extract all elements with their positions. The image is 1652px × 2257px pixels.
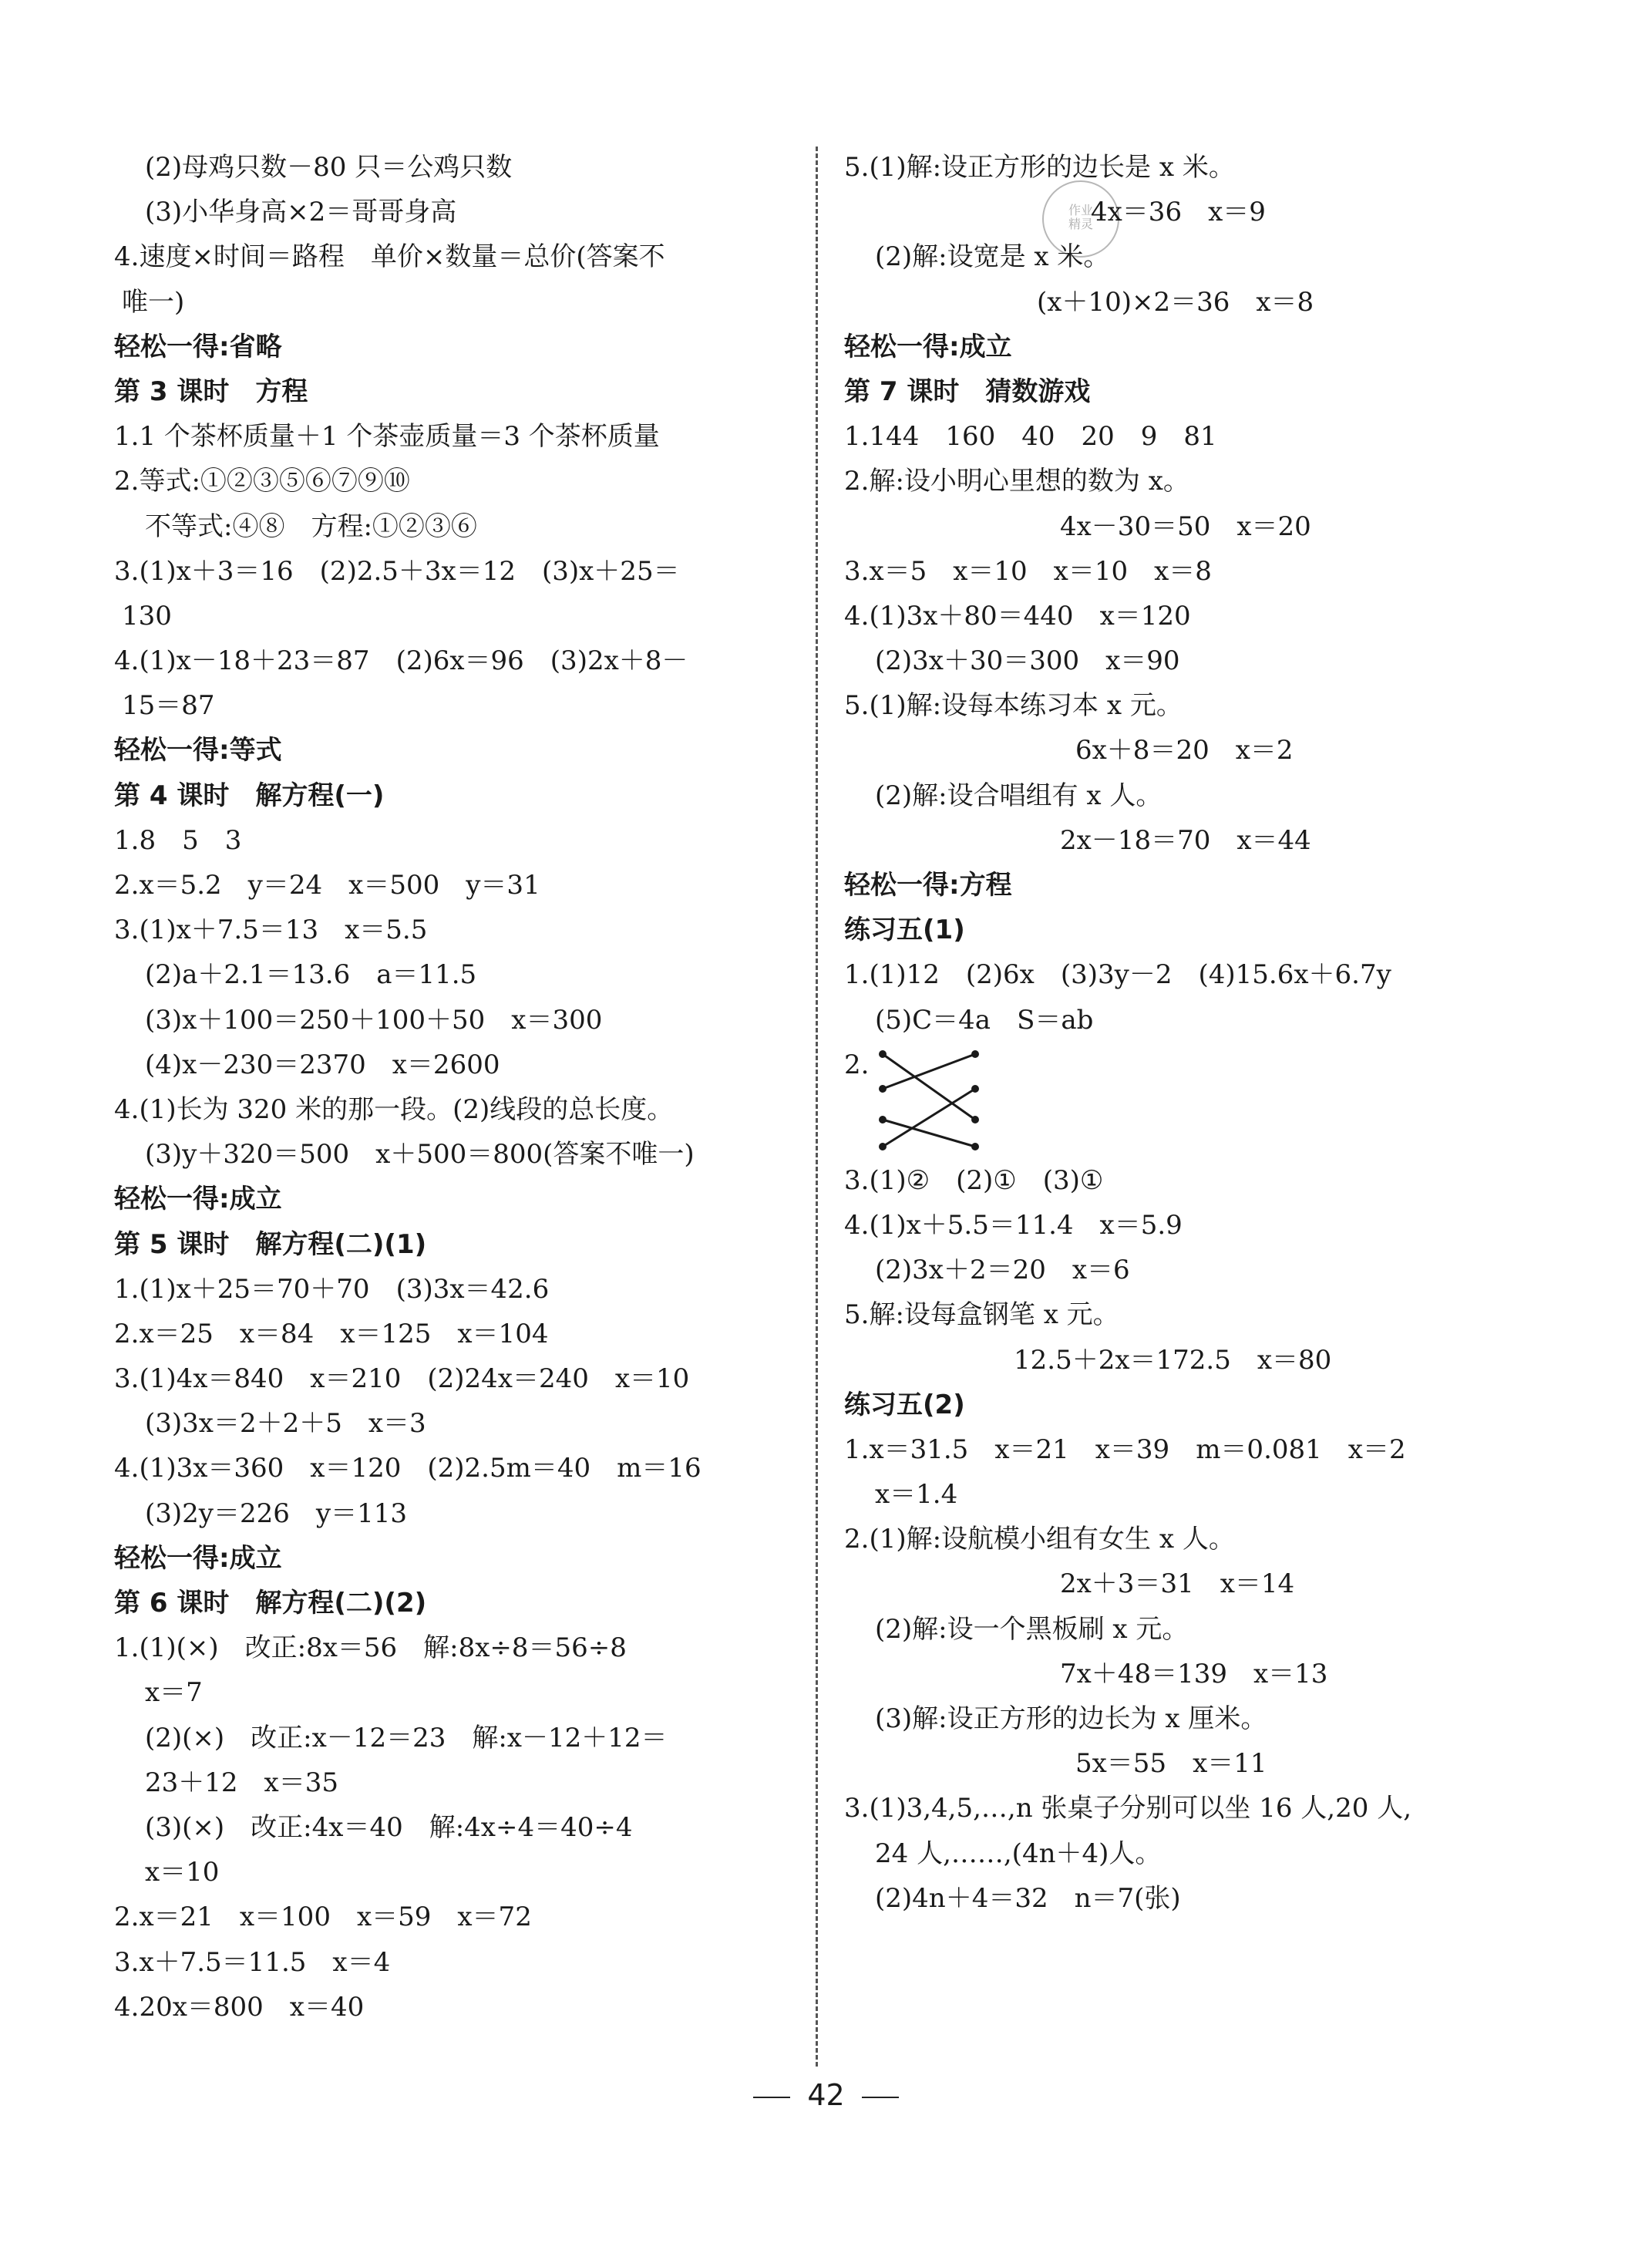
answer-line: 3.(1)4x＝840 x＝210 (2)24x＝240 x＝10 [114, 1363, 690, 1395]
answer-line: 3.(1)② (2)① (3)① [844, 1164, 1104, 1196]
answer-line: 2.x＝21 x＝100 x＝59 x＝72 [114, 1902, 532, 1933]
matching-dot [879, 1050, 887, 1058]
section-heading: 第 7 课时 猜数游戏 [844, 376, 1091, 407]
answer-line: 1.8 5 3 [114, 824, 242, 856]
section-heading: 第 3 课时 方程 [114, 376, 308, 407]
answer-line: 5.解:设每盒钢笔 x 元。 [844, 1299, 1119, 1331]
right-column [844, 145, 1538, 1921]
answer-line: (x＋10)×2＝36 x＝8 [1037, 286, 1314, 318]
section-heading: 轻松一得:省略 [114, 331, 282, 362]
answer-line: 4.速度×时间＝路程 单价×数量＝总价(答案不 [114, 241, 665, 273]
answer-line: (2)解:设宽是 x 米。 [875, 241, 1110, 273]
answer-line: 1.1 个茶杯质量＋1 个茶壶质量＝3 个茶杯质量 [114, 421, 660, 453]
watermark-stamp: 作业 精灵 [1042, 180, 1119, 258]
answer-line: 3.x＝5 x＝10 x＝10 x＝8 [844, 555, 1212, 587]
answer-line: x＝7 [145, 1677, 203, 1709]
answer-line: 15＝87 [122, 690, 215, 722]
answer-line: 1.x＝31.5 x＝21 x＝39 m＝0.081 x＝2 [844, 1433, 1406, 1465]
answer-line: 23＋12 x＝35 [145, 1767, 338, 1798]
section-heading: 练习五(1) [844, 915, 965, 946]
answer-line: 2x－18＝70 x＝44 [1060, 824, 1311, 856]
answer-line: 4.20x＝800 x＝40 [114, 1991, 365, 2023]
section-heading: 轻松一得:等式 [114, 735, 282, 766]
answer-line: (2)3x＋30＝300 x＝90 [875, 645, 1180, 677]
answer-line: 3.(1)x＋3＝16 (2)2.5＋3x＝12 (3)x＋25＝ [114, 555, 680, 587]
answer-line: x＝10 [145, 1857, 220, 1888]
answer-line: 2x＋3＝31 x＝14 [1060, 1568, 1295, 1600]
answer-line: 1.(1)x＋25＝70＋70 (3)3x＝42.6 [114, 1273, 550, 1305]
answer-line: (3)3x＝2＋2＋5 x＝3 [145, 1408, 426, 1440]
answer-line: 3.(1)3,4,5,…,n 张桌子分别可以坐 16 人,20 人, [844, 1793, 1411, 1824]
footer-dash-right [862, 2097, 899, 2098]
answer-line: 5.(1)解:设正方形的边长是 x 米。 [844, 152, 1235, 183]
answer-line: 7x＋48＝139 x＝13 [1060, 1658, 1328, 1689]
section-heading: 第 5 课时 解方程(二)(1) [114, 1228, 427, 1260]
column-divider [816, 147, 818, 2067]
answer-line: 4.(1)长为 320 米的那一段。(2)线段的总长度。 [114, 1093, 674, 1125]
answer-line: 2.(1)解:设航模小组有女生 x 人。 [844, 1524, 1235, 1555]
section-heading: 练习五(2) [844, 1389, 965, 1420]
matching-dot [879, 1085, 887, 1093]
section-heading: 轻松一得:方程 [844, 870, 1012, 901]
section-heading: 轻松一得:成立 [114, 1542, 282, 1574]
answer-line: 4.(1)3x＝360 x＝120 (2)2.5m＝40 m＝16 [114, 1453, 702, 1484]
page-number: 42 [807, 2078, 845, 2112]
answer-line: (4)x－230＝2370 x＝2600 [145, 1049, 500, 1080]
answer-line: 2.x＝5.2 y＝24 x＝500 y＝31 [114, 870, 540, 901]
answer-line: (2)解:设一个黑板刷 x 元。 [875, 1613, 1189, 1645]
answer-line: 4.(1)x－18＋23＝87 (2)6x＝96 (3)2x＋8－ [114, 645, 688, 677]
page-footer [0, 2078, 1652, 2112]
matching-dot [971, 1116, 979, 1123]
answer-line: 5.(1)解:设每本练习本 x 元。 [844, 690, 1183, 722]
answer-line: (2)4n＋4＝32 n＝7(张) [875, 1882, 1181, 1914]
answer-line: (3)y＋320＝500 x＋500＝800(答案不唯一) [145, 1139, 695, 1171]
answer-line: 唯一) [122, 286, 185, 318]
matching-dot [971, 1050, 979, 1058]
answer-line: 130 [122, 600, 172, 632]
answer-line: 2. [844, 1043, 1538, 1158]
answer-line: 3.x＋7.5＝11.5 x＝4 [114, 1946, 391, 1978]
answer-line: 4x－30＝50 x＝20 [1060, 510, 1311, 542]
section-heading: 第 4 课时 解方程(一) [114, 780, 385, 811]
answer-line: 4.(1)3x＋80＝440 x＝120 [844, 600, 1191, 632]
matching-dot [971, 1085, 979, 1093]
answer-line: 2.x＝25 x＝84 x＝125 x＝104 [114, 1318, 549, 1349]
matching-line [883, 1120, 975, 1147]
answer-line: 24 人,……,(4n＋4)人。 [875, 1838, 1162, 1869]
matching-dot [971, 1143, 979, 1150]
answer-line: (2)3x＋2＝20 x＝6 [875, 1255, 1130, 1286]
answer-line: (3)x＋100＝250＋100＋50 x＝300 [145, 1004, 603, 1036]
answer-line: (2)解:设合唱组有 x 人。 [875, 780, 1162, 811]
answer-line: (3)2y＝226 y＝113 [145, 1497, 407, 1529]
answer-line: 5x＝55 x＝11 [1075, 1748, 1267, 1780]
answer-line: 1.(1)(×) 改正:8x＝56 解:8x÷8＝56÷8 [114, 1632, 627, 1664]
footer-dash-left [753, 2097, 790, 2098]
answer-line: 2.解:设小明心里想的数为 x。 [844, 466, 1189, 497]
matching-line [883, 1054, 975, 1089]
matching-dot [879, 1116, 887, 1123]
answer-line: (2)a＋2.1＝13.6 a＝11.5 [145, 959, 477, 991]
section-heading: 轻松一得:成立 [844, 331, 1012, 362]
answer-line: 12.5＋2x＝172.5 x＝80 [1014, 1344, 1332, 1376]
answer-line: 6x＋8＝20 x＝2 [1075, 735, 1294, 766]
left-column [114, 145, 800, 2030]
answer-line: 3.(1)x＋7.5＝13 x＝5.5 [114, 915, 428, 946]
answer-line: (5)C＝4a S＝ab [875, 1004, 1094, 1036]
matching-lines-figure [867, 1043, 991, 1158]
answer-line: (2)(×) 改正:x－12＝23 解:x－12＋12＝ [145, 1722, 668, 1753]
answer-line: 不等式:④⑧ 方程:①②③⑥ [145, 510, 477, 542]
answer-line: 1.(1)12 (2)6x (3)3y－2 (4)15.6x＋6.7y [844, 959, 1391, 991]
answer-line: 1.144 160 40 20 9 81 [844, 421, 1217, 453]
answer-line: (3)小华身高×2＝哥哥身高 [145, 197, 457, 228]
answer-line: 4x＝36 x＝9 [1091, 197, 1266, 228]
section-heading: 第 6 课时 解方程(二)(2) [114, 1588, 427, 1619]
section-heading: 轻松一得:成立 [114, 1184, 282, 1215]
answer-line: (2)母鸡只数－80 只＝公鸡只数 [145, 152, 513, 183]
answer-line: (3)解:设正方形的边长为 x 厘米。 [875, 1703, 1267, 1734]
answer-line: (3)(×) 改正:4x＝40 解:4x÷4＝40÷4 [145, 1811, 633, 1843]
matching-line [883, 1089, 975, 1147]
answer-line: x＝1.4 [875, 1479, 958, 1511]
matching-line [883, 1054, 975, 1120]
answer-line: 4.(1)x＋5.5＝11.4 x＝5.9 [844, 1209, 1183, 1241]
answer-line: 2.等式:①②③⑤⑥⑦⑨⑩ [114, 466, 410, 497]
matching-dot [879, 1143, 887, 1150]
